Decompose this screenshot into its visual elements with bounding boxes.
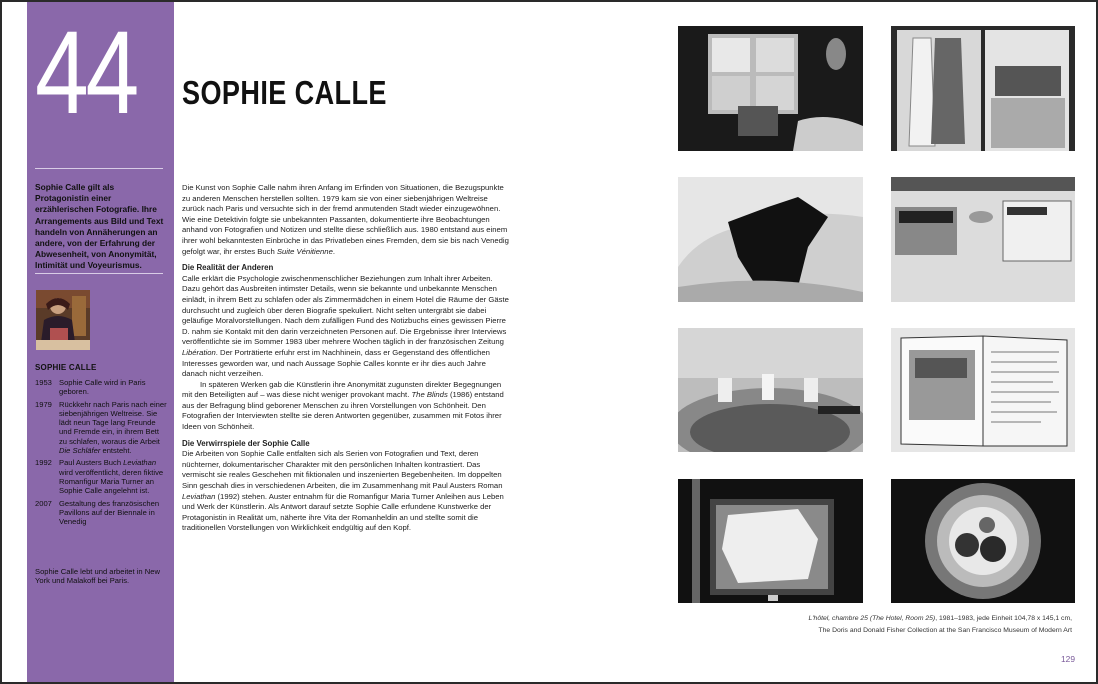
timeline-work-title: Die Schläfer — [59, 446, 101, 456]
photo-image — [678, 26, 863, 151]
timeline-entry — [35, 400, 169, 456]
caption-line: The Doris and Donald Fisher Collection at the San Francisco Museum of Modern Art — [818, 627, 1072, 634]
timeline-entry — [35, 458, 169, 495]
article-body — [182, 183, 512, 540]
section-heading: Die Realität der Anderen — [182, 263, 274, 273]
work-title: The Blinds — [411, 390, 448, 400]
timeline-text-part: Paul Austers Buch — [59, 458, 124, 468]
bio-outro: Sophie Calle lebt und arbeitet in New York und Malakoff bei Paris. — [35, 567, 160, 586]
photo-image — [678, 328, 863, 452]
photo-caption — [772, 613, 1072, 637]
portrait-image — [36, 290, 90, 350]
timeline-text-part: wird veröffentlicht, deren fiktive Romanfigur Maria Turner an Sophie Calle angelehnt ist. — [59, 467, 164, 496]
timeline-work-title: Leviathan — [123, 458, 157, 468]
paragraph — [182, 274, 512, 380]
chapter-number: 44 — [35, 7, 137, 139]
timeline-text-part: entsteht. — [100, 446, 132, 456]
timeline-text: Gestaltung des französischen Pavillons auf der Biennale in Venedig — [59, 498, 160, 527]
paragraph-text: Die Kunst von Sophie Calle nahm ihren Anfang im Erfinden von Situationen, die Bezugspunkte zu anderen Menschen herstellen sollten. 1979 kam sie von einer siebenjährigen Weltreise zurück nach Paris und versuchte sich in der fremd anmutenden Stadt wieder einzugewöhnen. Wie eine Detektivin folgte sie unbekannten Passanten, dokumentierte ihre Beobachtungen anhand von Fotografien und Notizen und stellte diese schließlich aus. 1980 entstand aus einem ihrer wohl bekanntesten Einbrüche in das Privatleben eines Fremden, dem sie bis nach Venedig gefolgt war, ihr erstes Buch — [182, 183, 509, 256]
bed-nightgown-photo — [678, 177, 863, 302]
photo-image — [891, 26, 1075, 151]
page-number: 129 — [1061, 654, 1075, 664]
timeline-year: 1953 — [35, 378, 52, 387]
timeline — [35, 378, 169, 529]
bio-heading: SOPHIE CALLE — [35, 363, 97, 372]
paragraph-text: (1986) entstand aus der Befragung blind geborener Menschen zu ihren Vorstellungen von Schönheit. Den Fotografien der Interviewten stellte sie deren Antworten gegenüber, zusammen mit Fotos ihrer Ideen von Schönheit. — [182, 390, 504, 432]
paragraph — [182, 449, 512, 534]
caption-work-title: L'hôtel, chambre 25 (The Hotel, Room 25) — [808, 615, 936, 622]
timeline-year: 2007 — [35, 498, 52, 508]
caption-line — [772, 613, 1072, 625]
timeline-year: 1992 — [35, 458, 52, 468]
photo-image — [678, 479, 863, 603]
timeline-text-part: Rückkehr nach Paris nach einer siebenjährigen Weltreise. Sie lädt neun Tage lang Freunde und Fremde ein, in ihrem Bett zu schlafen, woraus die Arbeit — [59, 399, 167, 446]
caption-text: , 1981–1983, jede Einheit 104,78 x 145,1 cm, — [935, 615, 1072, 622]
open-notebook-photo — [891, 328, 1075, 452]
drawer-linen-photo — [678, 479, 863, 603]
sidebar — [27, 2, 174, 682]
sidebar-divider — [35, 168, 163, 169]
timeline-year: 1979 — [35, 399, 52, 409]
timeline-text: Sophie Calle wird in Paris geboren. — [59, 378, 146, 397]
work-title: Libération — [182, 347, 216, 357]
paragraph-text: Die Arbeiten von Sophie Calle entfalten sich als Serien von Fotografien und Text, deren nüchterner, dokumentarischer Charakter mit den persönlichen Inhalten kontrastiert. Das vermischt sie reales Geschehen mit fiktionalen und inszenierten Begebenheiten. Im doppelten Sinn geschah dies in verschiedenen Arbeiten, die im Zusammenhang mit Paul Austers Roman — [182, 449, 503, 491]
washbasin-photo — [678, 328, 863, 452]
sidebar-divider — [35, 273, 163, 274]
photo-image — [891, 479, 1075, 603]
paragraph-text: Calle erklärt die Psychologie zwischenmenschlicher Beziehungen zum Inhalt ihrer Arbeiten. Dazu gehört das Ausbreiten intimster Details, wenn sie bekannte und unbekannte Menschen einlädt, in ihrem Bett zu schlafen oder als Zimmermädchen in einem Hotel die Räume der Gäste durchsucht und zugleich über deren Biografie spekuliert. Nicht selten untergräbt sie dabei geläufige Moralvorstellungen. Nach dem zufälligen Fund des Notizbuchs eines gewissen Pierre D. nahm sie Kontakt mit den darin verzeichneten Personen auf. Die Ergebnisse ihrer Interviews veröffentlichte sie im Sommer 1983 über mehrere Wochen täglich in der französischen Zeitung — [182, 273, 509, 347]
paragraph-text: (1992) stehen. Auster entnahm für die Romanfigur Maria Turner Anleihen aus Leben und Werk der Künstlerin. Als Antwort darauf setzte Sophie Calle erfundene Kunstwerke der Protagonistin in Realität um, näherte ihre Vita der Romanheldin an und stellte somit die traditionellen Vorstellungen von Wirklichkeit endgültig auf den Kopf. — [182, 491, 504, 533]
work-title: Leviathan — [182, 491, 216, 501]
intro-text: Sophie Calle gilt als Protagonistin einer erzählerischen Fotografie. Ihre Arrangements aus Bild und Text handeln von Annäherungen an andere, von der Erfahrung der Abwesenheit, von Anonymität, Intimität und Voyeurismus. — [35, 182, 164, 271]
photo-image — [891, 177, 1075, 302]
nightstand-magazines-photo — [891, 177, 1075, 302]
timeline-entry — [35, 499, 169, 527]
page-title: SOPHIE CALLE — [182, 74, 387, 111]
timeline-text — [59, 458, 169, 495]
wardrobe-clothes-photo — [891, 26, 1075, 151]
section-heading: Die Verwirrspiele der Sophie Calle — [182, 438, 310, 448]
fruit-bowl-photo — [891, 479, 1075, 603]
hotel-room-window-photo — [678, 26, 863, 151]
paragraph-text: . — [332, 246, 335, 256]
photo-image — [891, 328, 1075, 452]
paragraph — [182, 380, 512, 433]
paragraph — [182, 183, 512, 257]
work-title: Suite Vénitienne — [276, 246, 333, 256]
paragraph-text: In späteren Werken gab die Künstlerin ihre Anonymität zugunsten direkter Begegnungen mit den Beteiligten auf – was diese nicht weniger provokant macht. — [182, 379, 502, 400]
timeline-entry — [35, 378, 169, 397]
photo-image — [678, 177, 863, 302]
timeline-text — [59, 400, 169, 456]
paragraph-text: . Der Porträtierte erfuhr erst im Nachhinein, dass er Gegenstand des öffentlichen Interesses geworden war, und nach Aussage Sophie Calles konnte er ihr dies auch Jahre danach nicht verzeihen. — [182, 347, 490, 379]
artist-portrait — [36, 290, 90, 350]
